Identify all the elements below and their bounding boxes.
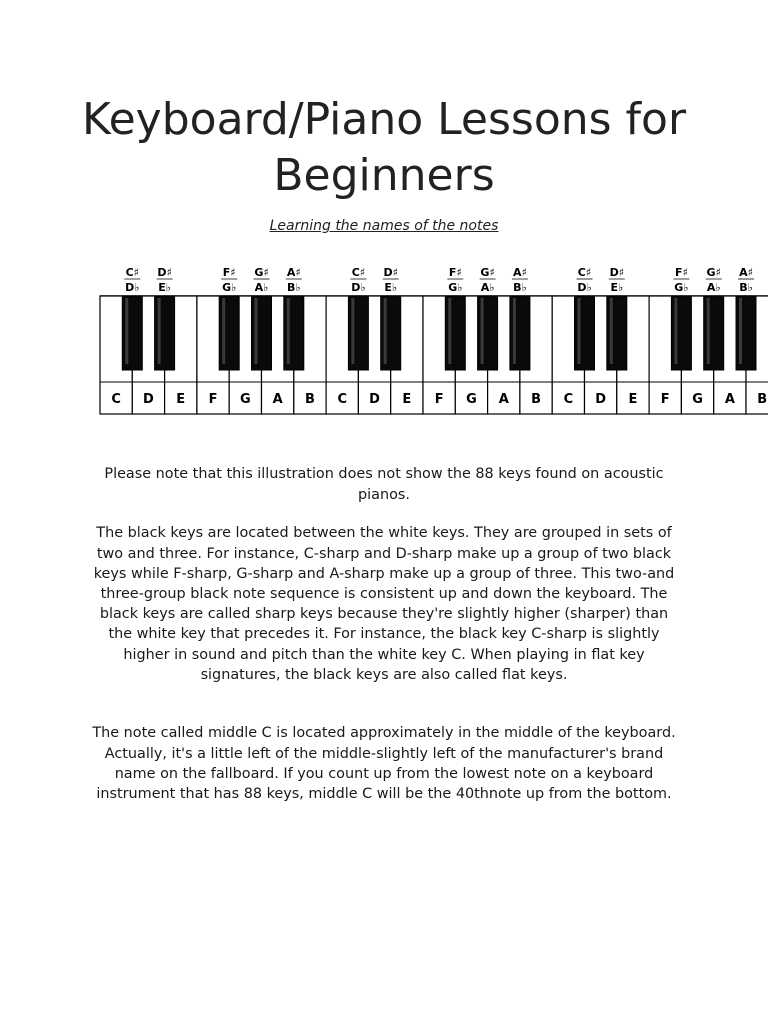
black-key-sharp-label: C♯ [577,266,592,279]
black-key-flat-label: A♭ [254,281,269,294]
white-key-label: D [369,392,380,407]
black-key-highlight [578,298,581,364]
black-key-flat-label: D♭ [125,281,140,294]
black-key-flat-label: B♭ [287,281,301,294]
paragraph-illustration-note: Please note that this illustration does not show the 88 keys found on acoustic pianos. [104,466,664,503]
white-key-label: G [692,392,703,407]
white-key-label: A [498,392,509,407]
black-key-sharp-label: F♯ [448,266,462,279]
black-key-flat-label: E♭ [610,281,624,294]
black-key-highlight [384,298,387,364]
white-key-label: D [595,392,607,407]
black-key-highlight [222,298,225,364]
black-key-flat-label: G♭ [222,281,237,294]
black-key-highlight [287,298,290,364]
black-key-highlight [158,298,161,364]
black-key-sharp-label: G♯ [480,266,495,279]
white-key-label: G [466,392,477,407]
white-key-label: F [434,392,444,407]
black-key-highlight [255,298,258,364]
white-key-label: E [402,392,412,407]
black-key-flat-label: G♭ [448,281,463,294]
white-key-label: E [628,392,638,407]
black-key-sharp-label: D♯ [157,266,172,279]
black-key-highlight [125,298,128,364]
black-key-flat-label: B♭ [739,281,753,294]
white-key-label: A [272,392,283,407]
white-key-label: D [143,392,154,407]
black-key-flat-label: A♭ [706,281,721,294]
white-key-label: G [240,392,251,407]
black-key-highlight [448,298,451,364]
black-key-sharp-label: A♯ [739,266,753,279]
black-key-flat-label: D♭ [577,281,592,294]
white-key-label: C [337,392,348,407]
white-key-label: B [757,392,768,407]
section-subtitle: Learning the names of the notes [269,218,499,234]
page-title: Keyboard/Piano Lessons for Beginners [81,94,687,201]
black-key-sharp-label: G♯ [706,266,721,279]
black-key-sharp-label: C♯ [125,266,140,279]
black-key-sharp-label: D♯ [609,266,625,279]
black-key-flat-label: A♭ [480,281,495,294]
black-key-highlight [674,298,677,364]
paragraph-middle-c: The note called middle C is located approximately in the middle of the keyboard. Actually, it's a little left of the middle-slightly left of the manufacturer's brand name on the fallboard. If you count up from the lowest note on a keyboard instrument that has 88 keys, middle C will be the 40thnote up from the bottom. [92,725,676,802]
black-key-sharp-label: G♯ [254,266,269,279]
black-key-highlight [707,298,710,364]
black-key-sharp-label: F♯ [222,266,236,279]
black-key-highlight [610,298,613,364]
black-key-sharp-label: F♯ [674,266,688,279]
black-key-flat-label: E♭ [158,281,171,294]
black-key-highlight [481,298,484,364]
paragraph-black-keys: The black keys are located between the white keys. They are grouped in sets of two and three. For instance, C-sharp and D-sharp make up a group of two black keys while F-sharp, G-sharp and A-sharp make up a group of three. This two-and three-group black note sequence is consistent up and down the keyboard. The black keys are called sharp keys because they're slightly higher (sharper) than the white key that precedes it. For instance, the black key C-sharp is slightly higher in sound and pitch than the white key C. When playing in flat key signatures, the black keys are also called flat keys. [93,525,675,683]
black-key-flat-label: B♭ [513,281,527,294]
black-key-flat-label: D♭ [351,281,366,294]
black-key-flat-label: E♭ [384,281,398,294]
black-key-highlight [739,298,742,364]
white-key-label: F [208,392,218,407]
black-key-flat-label: G♭ [674,281,689,294]
black-key-sharp-label: A♯ [286,266,301,279]
white-key-label: B [304,392,315,407]
white-key-label: A [724,392,735,407]
black-key-sharp-label: C♯ [351,266,366,279]
white-key-label: C [111,392,121,407]
black-key-sharp-label: A♯ [512,266,527,279]
black-key-highlight [513,298,516,364]
piano-keyboard-illustration [0,262,768,422]
black-key-sharp-label: D♯ [383,266,398,279]
white-key-label: F [660,392,670,407]
white-key-label: B [531,392,542,407]
black-key-highlight [351,298,354,364]
white-key-label: E [176,392,186,407]
white-key-label: C [563,392,574,407]
